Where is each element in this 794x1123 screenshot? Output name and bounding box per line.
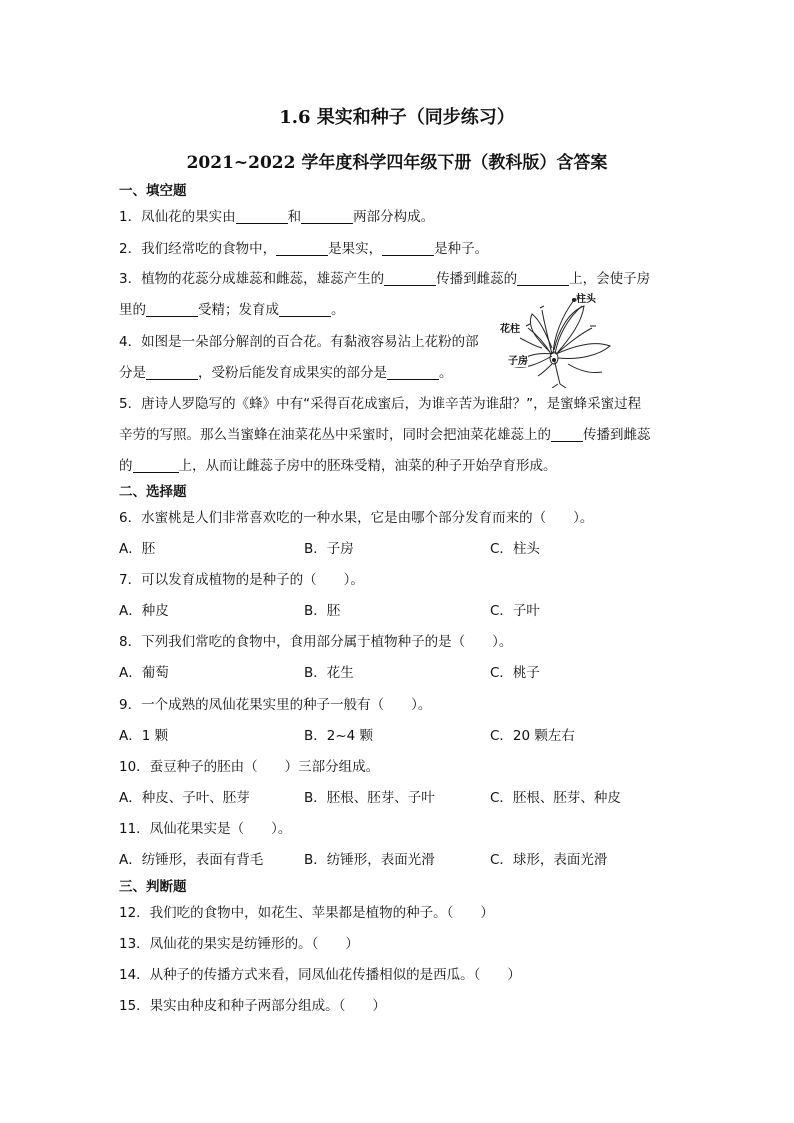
answer-blank[interactable] bbox=[276, 241, 328, 256]
section-judge-heading: 三、判断题 bbox=[119, 879, 187, 895]
q5-text-b: 辛劳的写照。那么当蜜蜂在油菜花丛中采蜜时，同时会把油菜花雄蕊上的 bbox=[119, 427, 551, 443]
section-fill-heading: 一、填空题 bbox=[119, 183, 187, 199]
q10-option-c[interactable]: C．胚根、胚芽、种皮 bbox=[490, 790, 621, 806]
q7-option-c[interactable]: C．子叶 bbox=[490, 603, 540, 619]
q3-text-f: 。 bbox=[331, 302, 345, 318]
question-3-line-2 bbox=[119, 301, 345, 319]
q4-text-c: ，受粉后能发育成果实的部分是 bbox=[198, 365, 387, 381]
q2-text-c: 是种子。 bbox=[434, 241, 489, 257]
question-12: 12．我们吃的食物中，如花生、苹果都是植物的种子。（ ） bbox=[119, 905, 494, 921]
question-13: 13．凤仙花的果实是纺锤形的。（ ） bbox=[119, 936, 359, 952]
q5-text-e: 上，从而让雌蕊子房中的胚珠受精，油菜的种子开始孕育形成。 bbox=[178, 458, 557, 474]
question-1 bbox=[119, 208, 434, 226]
question-9: 9．一个成熟的凤仙花果实里的种子一般有（ ）。 bbox=[119, 697, 432, 713]
question-5-line-2 bbox=[119, 426, 651, 444]
q4-text-b: 分是 bbox=[119, 365, 146, 381]
q8-option-a[interactable]: A．葡萄 bbox=[119, 665, 169, 681]
answer-blank[interactable] bbox=[146, 302, 198, 317]
answer-blank[interactable] bbox=[387, 365, 439, 380]
q5-text-c: 传播到雌蕊 bbox=[583, 427, 651, 443]
question-15: 15．果实由种皮和种子两部分组成。（ ） bbox=[119, 998, 386, 1014]
page-title: 1.6 果实和种子（同步练习） bbox=[279, 107, 515, 128]
lily-flower-diagram bbox=[498, 290, 618, 388]
answer-blank[interactable] bbox=[301, 209, 353, 224]
q7-option-b[interactable]: B．胚 bbox=[304, 603, 341, 619]
answer-blank[interactable] bbox=[384, 271, 436, 286]
question-8: 8．下列我们常吃的食物中，食用部分属于植物种子的是（ ）。 bbox=[119, 634, 513, 650]
label-stigma: 柱头 bbox=[576, 290, 596, 305]
label-ovary: 子房 bbox=[508, 352, 528, 367]
answer-blank[interactable] bbox=[279, 302, 331, 317]
q3-text-a: 3．植物的花蕊分成雄蕊和雌蕊，雄蕊产生的 bbox=[119, 271, 385, 287]
answer-blank[interactable] bbox=[517, 271, 569, 286]
q9-option-a[interactable]: A．1 颗 bbox=[119, 728, 169, 744]
answer-blank[interactable] bbox=[382, 241, 434, 256]
question-4-line-2 bbox=[119, 364, 453, 382]
q4-text-d: 。 bbox=[439, 365, 453, 381]
answer-blank[interactable] bbox=[146, 365, 198, 380]
q10-option-a[interactable]: A．种皮、子叶、胚芽 bbox=[119, 790, 250, 806]
question-14: 14．从种子的传播方式来看，同凤仙花传播相似的是西瓜。（ ） bbox=[119, 967, 521, 983]
q11-option-b[interactable]: B．纺锤形，表面光滑 bbox=[304, 852, 435, 868]
q3-text-d: 里的 bbox=[119, 302, 146, 318]
answer-blank[interactable] bbox=[133, 458, 179, 473]
answer-blank[interactable] bbox=[551, 427, 583, 442]
q8-option-b[interactable]: B．花生 bbox=[304, 665, 354, 681]
q9-option-b[interactable]: B．2~4 颗 bbox=[304, 728, 374, 744]
q1-text-b: 和 bbox=[287, 209, 302, 225]
q3-text-b: 传播到雌蕊的 bbox=[436, 271, 518, 287]
q6-option-b[interactable]: B．子房 bbox=[304, 541, 354, 557]
q1-text-c: 两部分构成。 bbox=[353, 209, 435, 225]
label-style: 花柱 bbox=[500, 320, 520, 335]
page-subtitle: 2021~2022 学年度科学四年级下册（教科版）含答案 bbox=[186, 153, 608, 173]
question-5-line-3 bbox=[119, 457, 557, 475]
question-4-line-1: 4．如图是一朵部分解剖的百合花。有黏液容易沾上花粉的部 bbox=[119, 334, 479, 350]
question-7: 7．可以发育成植物的是种子的（ ）。 bbox=[119, 572, 364, 588]
q10-option-b[interactable]: B．胚根、胚芽、子叶 bbox=[304, 790, 435, 806]
question-5-line-1: 5．唐诗人罗隐写的《蜂》中有“采得百花成蜜后，为谁辛苦为谁甜？”，是蜜蜂采蜜过程 bbox=[119, 396, 642, 412]
q7-option-a[interactable]: A．种皮 bbox=[119, 603, 169, 619]
q1-text-a: 1．凤仙花的果实由 bbox=[119, 209, 236, 225]
q3-text-e: 受精；发育成 bbox=[198, 302, 279, 318]
question-3-line-1 bbox=[119, 270, 650, 288]
q5-text-d: 的 bbox=[119, 458, 133, 474]
q11-option-a[interactable]: A．纺锤形，表面有背毛 bbox=[119, 852, 264, 868]
q2-text-b: 是果实， bbox=[328, 241, 383, 257]
q8-option-c[interactable]: C．桃子 bbox=[490, 665, 540, 681]
section-choice-heading: 二、选择题 bbox=[119, 484, 187, 500]
q2-text-a: 2．我们经常吃的食物中， bbox=[119, 241, 277, 257]
q6-option-c[interactable]: C．柱头 bbox=[490, 541, 540, 557]
q3-text-c: 上，会使子房 bbox=[569, 271, 651, 287]
question-10: 10．蚕豆种子的胚由（ ）三部分组成。 bbox=[119, 759, 380, 775]
question-6: 6．水蜜桃是人们非常喜欢吃的一种水果，它是由哪个部分发育而来的（ ）。 bbox=[119, 510, 594, 526]
q9-option-c[interactable]: C．20 颗左右 bbox=[490, 728, 575, 744]
question-2 bbox=[119, 240, 488, 258]
lily-flower-drawing bbox=[498, 290, 618, 388]
q6-option-a[interactable]: A．胚 bbox=[119, 541, 156, 557]
question-11: 11．凤仙花果实是（ ）。 bbox=[119, 821, 292, 837]
q11-option-c[interactable]: C．球形，表面光滑 bbox=[490, 852, 608, 868]
answer-blank[interactable] bbox=[236, 209, 288, 224]
